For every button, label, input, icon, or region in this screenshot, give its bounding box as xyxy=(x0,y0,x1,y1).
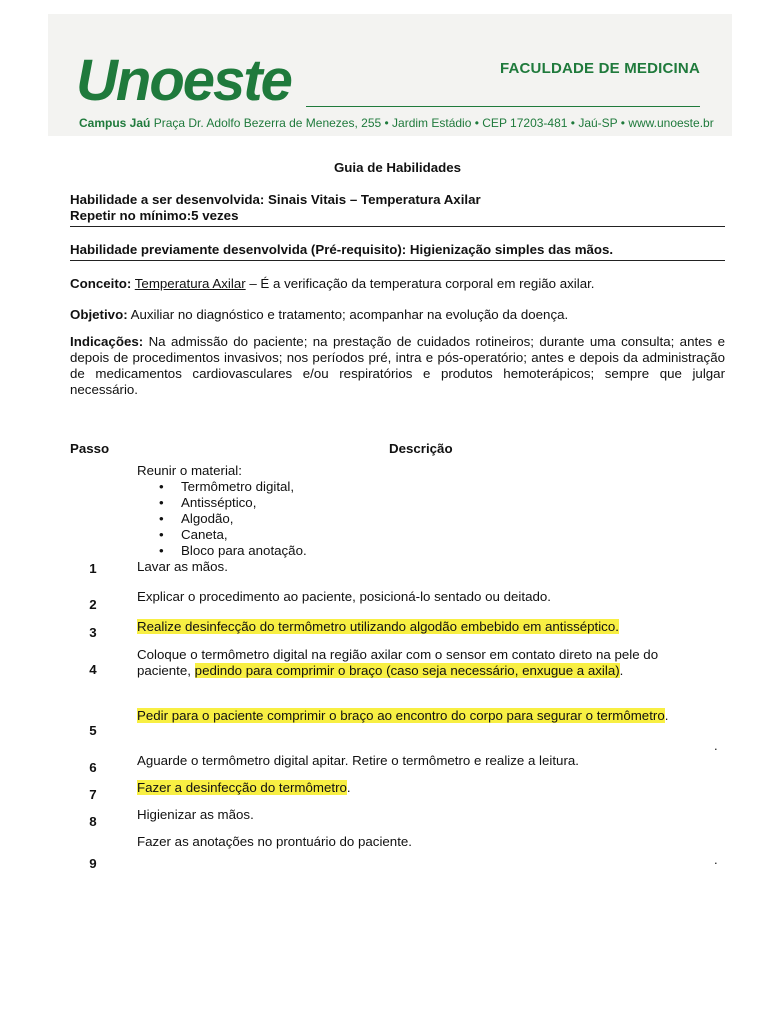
stray-mark: . xyxy=(714,738,718,753)
highlighted-text: pedindo para comprimir o braço (caso seja necessário, enxugue a axila) xyxy=(194,663,620,678)
step-text: Coloque o termômetro digital na região axilar com o sensor em contato direto na pele do paciente, xyxy=(137,647,659,678)
column-header-description: Descrição xyxy=(389,441,453,456)
step-text: . xyxy=(346,780,351,795)
objective-label: Objetivo: xyxy=(70,307,128,322)
step-description xyxy=(137,647,697,679)
letterhead xyxy=(48,14,732,136)
step-number: 3 xyxy=(89,625,97,640)
objective-text: Auxiliar no diagnóstico e tratamento; acompanhar na evolução da doença. xyxy=(127,307,569,322)
highlighted-text: Pedir para o paciente comprimir o braço ao encontro do corpo para segurar o termômetro xyxy=(137,708,665,723)
divider xyxy=(70,260,725,261)
step-number: 1 xyxy=(89,561,97,576)
step-description xyxy=(137,619,697,635)
list-item: • Antisséptico, xyxy=(181,495,697,511)
materials-block xyxy=(137,463,697,559)
list-item: • Algodão, xyxy=(181,511,697,527)
campus-name: Campus Jaú xyxy=(79,116,151,130)
unoeste-logo: Unoeste xyxy=(76,48,291,113)
step-description: Explicar o procedimento ao paciente, posicioná-lo sentado ou deitado. xyxy=(137,589,551,604)
skill-line: Habilidade a ser desenvolvida: Sinais Vitais – Temperatura Axilar xyxy=(70,192,481,207)
step-description: Fazer as anotações no prontuário do paciente. xyxy=(137,834,412,849)
step-number: 5 xyxy=(89,723,97,738)
concept-label: Conceito: xyxy=(70,276,132,291)
step-text: . xyxy=(619,663,624,678)
materials-intro: Reunir o material: xyxy=(137,463,242,478)
list-item: • Bloco para anotação. xyxy=(181,543,697,559)
concept-term: Temperatura Axilar xyxy=(134,276,246,291)
list-item: • Termômetro digital, xyxy=(181,479,697,495)
step-number: 4 xyxy=(89,662,97,677)
divider xyxy=(70,226,725,227)
repeat-line: Repetir no mínimo:5 vezes xyxy=(70,208,239,223)
step-number: 8 xyxy=(89,814,97,829)
prerequisite-line: Habilidade previamente desenvolvida (Pré-requisito): Higienização simples das mãos. xyxy=(70,242,614,257)
stray-mark: . xyxy=(714,852,718,867)
objective-paragraph xyxy=(70,307,725,323)
indications-paragraph xyxy=(70,334,725,398)
concept-paragraph xyxy=(70,276,725,292)
step-description xyxy=(137,708,697,724)
step-description xyxy=(137,780,697,796)
step-description: Lavar as mãos. xyxy=(137,559,228,574)
column-header-step: Passo xyxy=(70,441,110,456)
concept-text: – É a verificação da temperatura corporal em região axilar. xyxy=(245,276,595,291)
highlighted-text: Fazer a desinfecção do termômetro xyxy=(137,780,347,795)
indications-text: Na admissão do paciente; na prestação de cuidados rotineiros; durante uma consulta; antes e depois de procedimentos invasivos; nos períodos pré, intra e pós-operatório; antes e depois da administração de medicamentos cardiovasculares e/ou respiratórios e produtos hemoterápicos; sempre que julgar necessário. xyxy=(70,334,725,397)
indications-label: Indicações: xyxy=(70,334,144,349)
step-number: 6 xyxy=(89,760,97,775)
step-description: Higienizar as mãos. xyxy=(137,807,254,822)
highlighted-text: Realize desinfecção do termômetro utilizando algodão embebido em antisséptico. xyxy=(137,619,619,634)
address-text: Praça Dr. Adolfo Bezerra de Menezes, 255 • Jardim Estádio • CEP 17203-481 • Jaú-SP • www.unoeste.br xyxy=(153,116,714,130)
step-description: Aguarde o termômetro digital apitar. Retire o termômetro e realize a leitura. xyxy=(137,753,579,768)
faculty-name: FACULDADE DE MEDICINA xyxy=(499,60,700,77)
header-divider xyxy=(306,106,700,107)
list-item: • Caneta, xyxy=(181,527,697,543)
step-number: 7 xyxy=(89,787,97,802)
document-title: Guia de Habilidades xyxy=(333,160,462,175)
materials-list xyxy=(137,479,697,559)
step-number: 2 xyxy=(89,597,97,612)
step-number: 9 xyxy=(89,856,97,871)
step-text: . xyxy=(664,708,669,723)
skill-block xyxy=(70,192,725,224)
campus-address xyxy=(79,116,714,130)
